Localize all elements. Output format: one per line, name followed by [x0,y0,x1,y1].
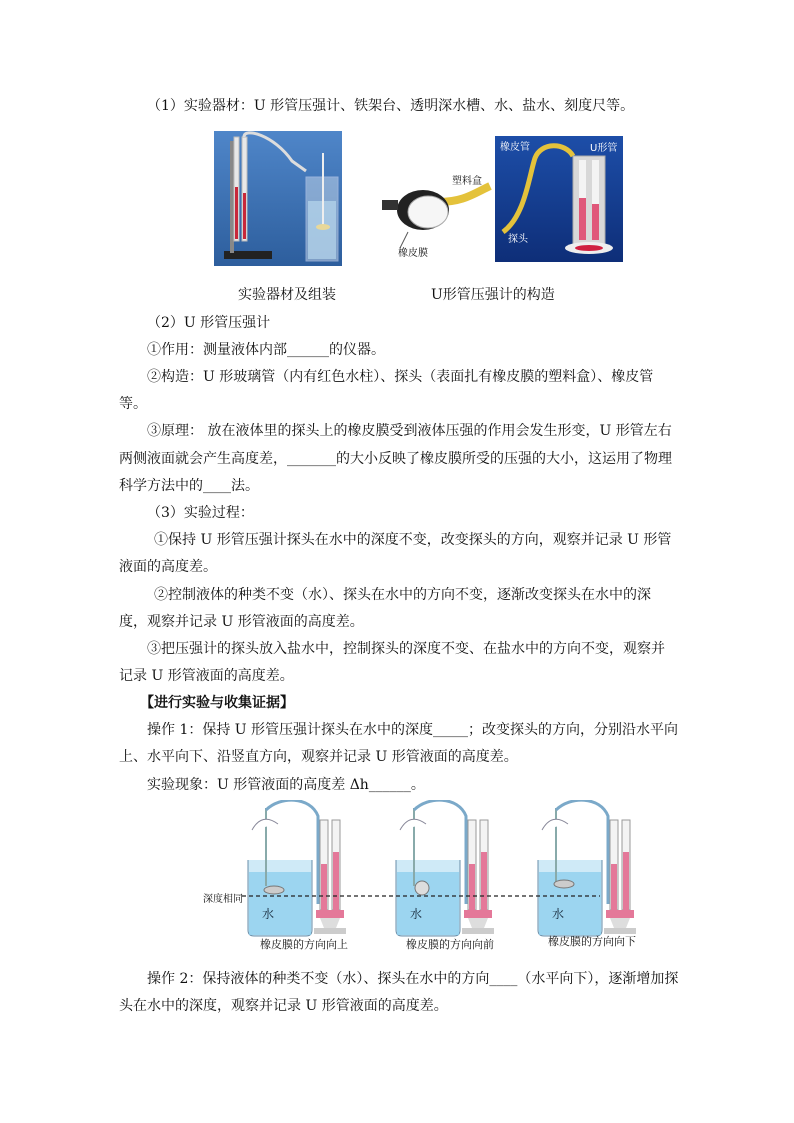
s2-p2b: 等。 [119,396,147,412]
s3-a1: ①保持 U 形管压强计探头在水中的深度不变，改变探头的方向，观察并记录 U 形管 [154,532,672,548]
label-box: 塑料盒 [452,176,482,187]
apparatus-photo [214,131,342,266]
s2-p1: ①作用：测量液体内部______的仪器。 [147,342,385,358]
caption-left: 实验器材及组装 [238,287,336,303]
section1-text: （1）实验器材：U 形管压强计、铁架台、透明深水槽、水、盐水、刻度尺等。 [147,98,635,114]
s4-obs: 实验现象：U 形管液面的高度差 Δh______。 [147,777,425,793]
diagram-caption-1: 橡皮膜的方向向上 [260,938,348,951]
label-membrane: 橡皮膜 [398,248,428,259]
diagram-caption-2: 橡皮膜的方向向前 [406,938,494,951]
s2-p2a: ②构造：U 形玻璃管（内有红色水柱）、探头（表面扎有橡皮膜的塑料盒）、橡皮管 [147,369,654,385]
label-probe: 探头 [508,234,528,245]
section4-heading: 【进行实验与收集证据】 [140,695,294,711]
water-label-2: 水 [410,907,423,921]
s2-p3c: 科学方法中的____法。 [119,478,259,494]
section3-title: （3）实验过程： [147,505,254,521]
water-label-3: 水 [552,907,565,921]
s4-op2b: 头在水中的深度，观察并记录 U 形管液面的高度差。 [119,998,448,1014]
s4-op1b: 上、水平向下、沿竖直方向，观察并记录 U 形管液面的高度差。 [119,749,518,765]
s3-c1: ③把压强计的探头放入盐水中，控制探头的深度不变、在盐水中的方向不变，观察并 [147,641,665,657]
s4-op1a: 操作 1：保持 U 形管压强计探头在水中的深度_____；改变探头的方向，分别沿水平向 [147,722,679,738]
depth-diagram [200,800,660,952]
s2-p3a: ③原理： 放在液体里的探头上的橡皮膜受到液体压强的作用会发生形变，U 形管左右 [147,423,672,439]
diagram-caption-3: 橡皮膜的方向向下 [548,935,636,948]
s3-b2: 度，观察并记录 U 形管液面的高度差。 [119,614,364,630]
section2-title: （2）U 形管压强计 [147,315,271,331]
s3-a2: 液面的高度差。 [119,559,217,575]
depth-same-label: 深度相同 [203,894,243,905]
s4-op2a: 操作 2：保持液体的种类不变（水）、探头在水中的方向____（水平向下），逐渐增加探 [147,971,679,987]
label-utube: U形管 [590,143,618,154]
label-tube: 橡皮管 [500,142,530,153]
s3-c2: 记录 U 形管液面的高度差。 [119,668,294,684]
caption-right: U形管压强计的构造 [431,287,555,303]
s3-b1: ②控制液体的种类不变（水）、探头在水中的方向不变，逐渐改变探头在水中的深 [154,587,651,603]
water-label-1: 水 [262,907,275,921]
s2-p3b: 两侧液面就会产生高度差，_______的大小反映了橡皮膜所受的压强的大小，这运用了物理 [119,451,672,467]
